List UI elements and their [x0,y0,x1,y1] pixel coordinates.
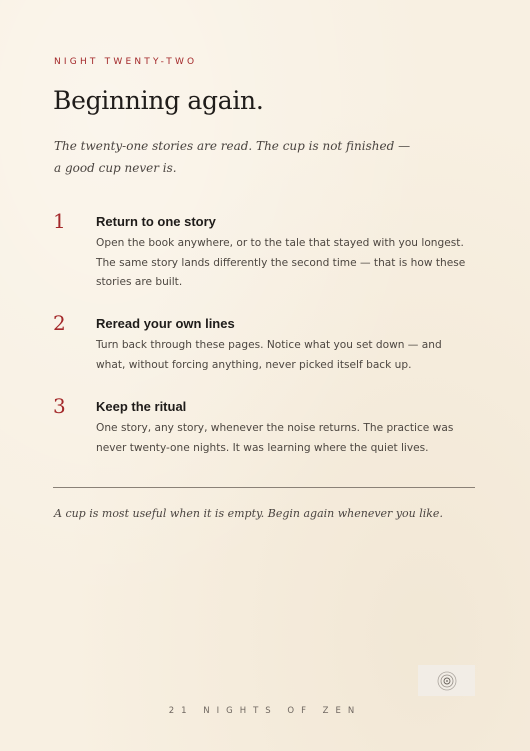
intro-paragraph: The twenty-one stories are read. The cup is not finished — a good cup never is. [54,139,411,175]
step-body: Open the book anywhere, or to the tale that stayed with you longest. The same story lands differently the second time — that is how these stories are built. [96,237,466,288]
book-footer: 21 NIGHTS OF ZEN [168,706,362,716]
enso-circle-icon [436,670,458,692]
page-title: Beginning again. [53,86,264,115]
step-number: 2 [53,311,66,335]
step-number: 3 [53,394,66,418]
step-title: Reread your own lines [96,316,235,331]
step-number: 1 [53,209,66,233]
step-body: Turn back through these pages. Notice what you set down — and what, without forcing anything, never picked itself back up. [96,339,442,371]
enso-emblem [418,665,475,696]
step-title: Return to one story [96,214,216,229]
section-divider [53,487,475,488]
step-body: One story, any story, whenever the noise returns. The practice was never twenty-one nights. It was learning where the quiet lives. [96,422,454,454]
step-title: Keep the ritual [96,399,187,414]
chapter-kicker: NIGHT TWENTY-TWO [54,57,198,67]
closing-line: A cup is most useful when it is empty. Begin again whenever you like. [54,507,443,520]
